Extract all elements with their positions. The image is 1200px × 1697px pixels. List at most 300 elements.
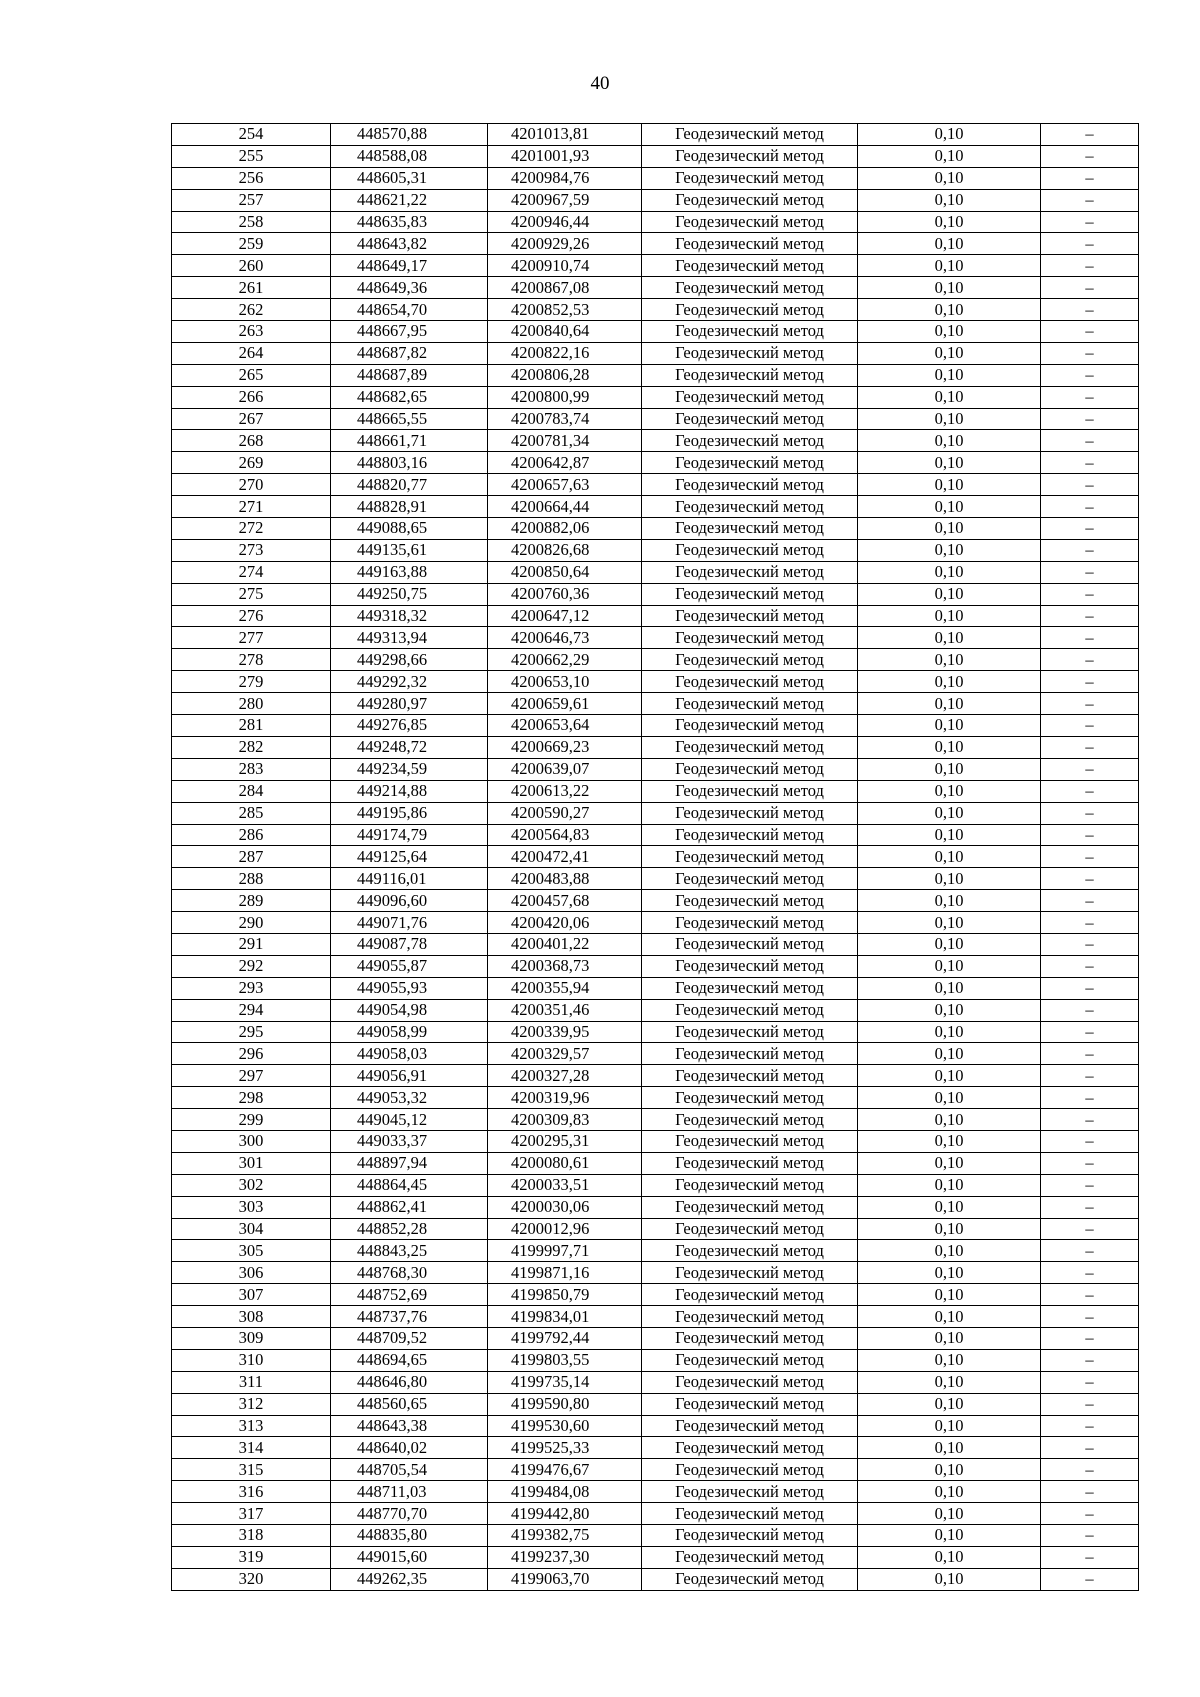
coordinate-y-cell: 4199476,67 (488, 1459, 642, 1481)
method-cell: Геодезический метод (642, 342, 858, 364)
coordinate-x-cell: 448621,22 (331, 189, 488, 211)
table-row (172, 933, 1139, 955)
point-number-cell: 282 (172, 736, 331, 758)
accuracy-cell: 0,10 (858, 1196, 1041, 1218)
accuracy-cell: 0,10 (858, 693, 1041, 715)
table-row (172, 1371, 1139, 1393)
description-cell: – (1041, 1174, 1139, 1196)
description-cell: – (1041, 124, 1139, 146)
accuracy-cell: 0,10 (858, 474, 1041, 496)
point-number-cell: 315 (172, 1459, 331, 1481)
description-cell: – (1041, 1021, 1139, 1043)
description-cell: – (1041, 1152, 1139, 1174)
point-number-cell: 281 (172, 715, 331, 737)
table-row (172, 1109, 1139, 1131)
accuracy-cell: 0,10 (858, 715, 1041, 737)
description-cell: – (1041, 802, 1139, 824)
description-cell: – (1041, 452, 1139, 474)
table-row (172, 474, 1139, 496)
point-number-cell: 316 (172, 1481, 331, 1503)
coordinate-x-cell: 448667,95 (331, 321, 488, 343)
coordinate-x-cell: 449087,78 (331, 933, 488, 955)
accuracy-cell: 0,10 (858, 145, 1041, 167)
method-cell: Геодезический метод (642, 386, 858, 408)
coordinate-y-cell: 4200967,59 (488, 189, 642, 211)
point-number-cell: 291 (172, 933, 331, 955)
point-number-cell: 264 (172, 342, 331, 364)
method-cell: Геодезический метод (642, 1152, 858, 1174)
description-cell: – (1041, 649, 1139, 671)
coordinate-x-cell: 449055,87 (331, 955, 488, 977)
method-cell: Геодезический метод (642, 299, 858, 321)
coordinate-x-cell: 448570,88 (331, 124, 488, 146)
point-number-cell: 311 (172, 1371, 331, 1393)
description-cell: – (1041, 1349, 1139, 1371)
table-row (172, 1240, 1139, 1262)
accuracy-cell: 0,10 (858, 299, 1041, 321)
description-cell: – (1041, 1525, 1139, 1547)
point-number-cell: 272 (172, 518, 331, 540)
method-cell: Геодезический метод (642, 780, 858, 802)
coordinate-y-cell: 4200852,53 (488, 299, 642, 321)
method-cell: Геодезический метод (642, 255, 858, 277)
method-cell: Геодезический метод (642, 561, 858, 583)
point-number-cell: 305 (172, 1240, 331, 1262)
description-cell: – (1041, 539, 1139, 561)
coordinate-y-cell: 4201001,93 (488, 145, 642, 167)
table-row (172, 977, 1139, 999)
accuracy-cell: 0,10 (858, 321, 1041, 343)
table-row (172, 561, 1139, 583)
method-cell: Геодезический метод (642, 124, 858, 146)
accuracy-cell: 0,10 (858, 912, 1041, 934)
table-row (172, 1459, 1139, 1481)
coordinate-x-cell: 448828,91 (331, 496, 488, 518)
coordinate-x-cell: 448649,36 (331, 277, 488, 299)
coordinate-x-cell: 449045,12 (331, 1109, 488, 1131)
table-row (172, 1218, 1139, 1240)
method-cell: Геодезический метод (642, 1284, 858, 1306)
coordinate-y-cell: 4200368,73 (488, 955, 642, 977)
description-cell: – (1041, 1087, 1139, 1109)
method-cell: Геодезический метод (642, 1568, 858, 1590)
accuracy-cell: 0,10 (858, 1393, 1041, 1415)
point-number-cell: 259 (172, 233, 331, 255)
description-cell: – (1041, 846, 1139, 868)
method-cell: Геодезический метод (642, 627, 858, 649)
description-cell: – (1041, 999, 1139, 1021)
coordinate-y-cell: 4200351,46 (488, 999, 642, 1021)
table-row (172, 1525, 1139, 1547)
description-cell: – (1041, 1306, 1139, 1328)
coordinate-x-cell: 449250,75 (331, 583, 488, 605)
coordinate-y-cell: 4200826,68 (488, 539, 642, 561)
coordinate-x-cell: 448649,17 (331, 255, 488, 277)
accuracy-cell: 0,10 (858, 211, 1041, 233)
description-cell: – (1041, 1065, 1139, 1087)
method-cell: Геодезический метод (642, 758, 858, 780)
table-row (172, 583, 1139, 605)
point-number-cell: 269 (172, 452, 331, 474)
table-row (172, 1481, 1139, 1503)
method-cell: Геодезический метод (642, 999, 858, 1021)
coordinate-x-cell: 448864,45 (331, 1174, 488, 1196)
accuracy-cell: 0,10 (858, 671, 1041, 693)
point-number-cell: 260 (172, 255, 331, 277)
coordinate-y-cell: 4200590,27 (488, 802, 642, 824)
coordinate-x-cell: 449248,72 (331, 736, 488, 758)
coordinate-y-cell: 4200647,12 (488, 605, 642, 627)
method-cell: Геодезический метод (642, 452, 858, 474)
table-row (172, 955, 1139, 977)
point-number-cell: 289 (172, 890, 331, 912)
point-number-cell: 320 (172, 1568, 331, 1590)
coordinate-y-cell: 4200033,51 (488, 1174, 642, 1196)
description-cell: – (1041, 1503, 1139, 1525)
coordinate-y-cell: 4200781,34 (488, 430, 642, 452)
point-number-cell: 293 (172, 977, 331, 999)
method-cell: Геодезический метод (642, 539, 858, 561)
point-number-cell: 297 (172, 1065, 331, 1087)
coordinate-y-cell: 4200806,28 (488, 364, 642, 386)
coordinate-y-cell: 4200012,96 (488, 1218, 642, 1240)
accuracy-cell: 0,10 (858, 1568, 1041, 1590)
accuracy-cell: 0,10 (858, 736, 1041, 758)
description-cell: – (1041, 1437, 1139, 1459)
coordinate-y-cell: 4200613,22 (488, 780, 642, 802)
coordinate-x-cell: 449174,79 (331, 824, 488, 846)
coordinate-y-cell: 4200850,64 (488, 561, 642, 583)
coordinate-x-cell: 449125,64 (331, 846, 488, 868)
coordinate-x-cell: 448694,65 (331, 1349, 488, 1371)
accuracy-cell: 0,10 (858, 1349, 1041, 1371)
method-cell: Геодезический метод (642, 408, 858, 430)
description-cell: – (1041, 1371, 1139, 1393)
table-row (172, 342, 1139, 364)
coordinate-y-cell: 4200639,07 (488, 758, 642, 780)
point-number-cell: 263 (172, 321, 331, 343)
method-cell: Геодезический метод (642, 211, 858, 233)
description-cell: – (1041, 408, 1139, 430)
table-row (172, 912, 1139, 934)
accuracy-cell: 0,10 (858, 1262, 1041, 1284)
accuracy-cell: 0,10 (858, 1459, 1041, 1481)
coordinate-y-cell: 4200472,41 (488, 846, 642, 868)
coordinate-x-cell: 449280,97 (331, 693, 488, 715)
point-number-cell: 284 (172, 780, 331, 802)
coordinate-y-cell: 4200420,06 (488, 912, 642, 934)
coordinate-y-cell: 4199442,80 (488, 1503, 642, 1525)
method-cell: Геодезический метод (642, 890, 858, 912)
method-cell: Геодезический метод (642, 802, 858, 824)
coordinate-x-cell: 449088,65 (331, 518, 488, 540)
point-number-cell: 273 (172, 539, 331, 561)
coordinate-x-cell: 448687,82 (331, 342, 488, 364)
coordinate-y-cell: 4199484,08 (488, 1481, 642, 1503)
method-cell: Геодезический метод (642, 1021, 858, 1043)
coordinate-y-cell: 4200030,06 (488, 1196, 642, 1218)
coordinate-y-cell: 4200659,61 (488, 693, 642, 715)
table-row (172, 1196, 1139, 1218)
table-row (172, 824, 1139, 846)
table-row (172, 277, 1139, 299)
table-row (172, 452, 1139, 474)
coordinate-x-cell: 448770,70 (331, 1503, 488, 1525)
point-number-cell: 290 (172, 912, 331, 934)
description-cell: – (1041, 518, 1139, 540)
method-cell: Геодезический метод (642, 518, 858, 540)
description-cell: – (1041, 1262, 1139, 1284)
method-cell: Геодезический метод (642, 846, 858, 868)
coordinate-y-cell: 4200646,73 (488, 627, 642, 649)
method-cell: Геодезический метод (642, 912, 858, 934)
point-number-cell: 270 (172, 474, 331, 496)
method-cell: Геодезический метод (642, 1481, 858, 1503)
accuracy-cell: 0,10 (858, 1284, 1041, 1306)
accuracy-cell: 0,10 (858, 649, 1041, 671)
table-row (172, 124, 1139, 146)
coordinate-y-cell: 4199850,79 (488, 1284, 642, 1306)
description-cell: – (1041, 342, 1139, 364)
method-cell: Геодезический метод (642, 1043, 858, 1065)
description-cell: – (1041, 474, 1139, 496)
accuracy-cell: 0,10 (858, 846, 1041, 868)
coordinate-y-cell: 4200483,88 (488, 868, 642, 890)
coordinate-x-cell: 448711,03 (331, 1481, 488, 1503)
table-row (172, 1546, 1139, 1568)
coordinate-y-cell: 4200295,31 (488, 1130, 642, 1152)
table-row (172, 671, 1139, 693)
coordinate-y-cell: 4200657,63 (488, 474, 642, 496)
accuracy-cell: 0,10 (858, 933, 1041, 955)
description-cell: – (1041, 1546, 1139, 1568)
point-number-cell: 257 (172, 189, 331, 211)
coordinate-y-cell: 4200457,68 (488, 890, 642, 912)
coordinate-y-cell: 4200669,23 (488, 736, 642, 758)
point-number-cell: 265 (172, 364, 331, 386)
accuracy-cell: 0,10 (858, 430, 1041, 452)
method-cell: Геодезический метод (642, 1306, 858, 1328)
accuracy-cell: 0,10 (858, 1503, 1041, 1525)
point-number-cell: 298 (172, 1087, 331, 1109)
coordinate-y-cell: 4199997,71 (488, 1240, 642, 1262)
point-number-cell: 301 (172, 1152, 331, 1174)
method-cell: Геодезический метод (642, 1546, 858, 1568)
method-cell: Геодезический метод (642, 1415, 858, 1437)
coordinate-x-cell: 449096,60 (331, 890, 488, 912)
point-number-cell: 278 (172, 649, 331, 671)
accuracy-cell: 0,10 (858, 583, 1041, 605)
point-number-cell: 283 (172, 758, 331, 780)
table-row (172, 145, 1139, 167)
table-row (172, 890, 1139, 912)
coordinate-x-cell: 449276,85 (331, 715, 488, 737)
description-cell: – (1041, 321, 1139, 343)
table-row (172, 1284, 1139, 1306)
coordinate-x-cell: 449015,60 (331, 1546, 488, 1568)
coordinate-x-cell: 448737,76 (331, 1306, 488, 1328)
method-cell: Геодезический метод (642, 736, 858, 758)
table-row (172, 233, 1139, 255)
method-cell: Геодезический метод (642, 977, 858, 999)
point-number-cell: 318 (172, 1525, 331, 1547)
accuracy-cell: 0,10 (858, 167, 1041, 189)
description-cell: – (1041, 430, 1139, 452)
coordinate-x-cell: 449054,98 (331, 999, 488, 1021)
description-cell: – (1041, 1481, 1139, 1503)
coordinate-y-cell: 4199735,14 (488, 1371, 642, 1393)
coordinate-x-cell: 449214,88 (331, 780, 488, 802)
method-cell: Геодезический метод (642, 233, 858, 255)
method-cell: Геодезический метод (642, 955, 858, 977)
coordinate-y-cell: 4200653,10 (488, 671, 642, 693)
description-cell: – (1041, 977, 1139, 999)
coordinate-x-cell: 449033,37 (331, 1130, 488, 1152)
coordinate-y-cell: 4200984,76 (488, 167, 642, 189)
method-cell: Геодезический метод (642, 1437, 858, 1459)
table-row (172, 1327, 1139, 1349)
description-cell: – (1041, 189, 1139, 211)
table-row (172, 1415, 1139, 1437)
coordinate-x-cell: 449055,93 (331, 977, 488, 999)
coordinate-y-cell: 4201013,81 (488, 124, 642, 146)
accuracy-cell: 0,10 (858, 1043, 1041, 1065)
accuracy-cell: 0,10 (858, 1546, 1041, 1568)
coordinate-x-cell: 448605,31 (331, 167, 488, 189)
description-cell: – (1041, 233, 1139, 255)
method-cell: Геодезический метод (642, 430, 858, 452)
coordinate-y-cell: 4200882,06 (488, 518, 642, 540)
method-cell: Геодезический метод (642, 715, 858, 737)
method-cell: Геодезический метод (642, 1393, 858, 1415)
method-cell: Геодезический метод (642, 167, 858, 189)
coordinate-y-cell: 4199871,16 (488, 1262, 642, 1284)
coordinate-x-cell: 449313,94 (331, 627, 488, 649)
accuracy-cell: 0,10 (858, 561, 1041, 583)
accuracy-cell: 0,10 (858, 1371, 1041, 1393)
point-number-cell: 307 (172, 1284, 331, 1306)
description-cell: – (1041, 890, 1139, 912)
point-number-cell: 302 (172, 1174, 331, 1196)
coordinate-y-cell: 4200946,44 (488, 211, 642, 233)
coordinate-x-cell: 448588,08 (331, 145, 488, 167)
accuracy-cell: 0,10 (858, 758, 1041, 780)
accuracy-cell: 0,10 (858, 1218, 1041, 1240)
description-cell: – (1041, 299, 1139, 321)
method-cell: Геодезический метод (642, 1262, 858, 1284)
point-number-cell: 277 (172, 627, 331, 649)
description-cell: – (1041, 386, 1139, 408)
table-row (172, 868, 1139, 890)
method-cell: Геодезический метод (642, 1218, 858, 1240)
description-cell: – (1041, 736, 1139, 758)
coordinate-y-cell: 4199590,80 (488, 1393, 642, 1415)
coordinates-table (171, 123, 1139, 1591)
method-cell: Геодезический метод (642, 1503, 858, 1525)
coordinate-x-cell: 449058,99 (331, 1021, 488, 1043)
method-cell: Геодезический метод (642, 671, 858, 693)
accuracy-cell: 0,10 (858, 1525, 1041, 1547)
method-cell: Геодезический метод (642, 1065, 858, 1087)
table-row (172, 1065, 1139, 1087)
coordinate-x-cell: 448635,83 (331, 211, 488, 233)
coordinate-y-cell: 4200080,61 (488, 1152, 642, 1174)
coordinate-x-cell: 449195,86 (331, 802, 488, 824)
point-number-cell: 299 (172, 1109, 331, 1131)
point-number-cell: 254 (172, 124, 331, 146)
accuracy-cell: 0,10 (858, 277, 1041, 299)
method-cell: Геодезический метод (642, 1109, 858, 1131)
point-number-cell: 317 (172, 1503, 331, 1525)
coordinate-x-cell: 448643,38 (331, 1415, 488, 1437)
coordinate-y-cell: 4200653,64 (488, 715, 642, 737)
coordinate-x-cell: 448705,54 (331, 1459, 488, 1481)
coordinate-y-cell: 4200319,96 (488, 1087, 642, 1109)
method-cell: Геодезический метод (642, 1174, 858, 1196)
method-cell: Геодезический метод (642, 321, 858, 343)
method-cell: Геодезический метод (642, 1459, 858, 1481)
coordinate-x-cell: 449298,66 (331, 649, 488, 671)
coordinate-x-cell: 449234,59 (331, 758, 488, 780)
table-row (172, 1152, 1139, 1174)
coordinate-y-cell: 4200564,83 (488, 824, 642, 846)
table-row (172, 518, 1139, 540)
accuracy-cell: 0,10 (858, 890, 1041, 912)
coordinate-y-cell: 4200401,22 (488, 933, 642, 955)
accuracy-cell: 0,10 (858, 1109, 1041, 1131)
table-row (172, 299, 1139, 321)
point-number-cell: 258 (172, 211, 331, 233)
point-number-cell: 262 (172, 299, 331, 321)
table-row (172, 189, 1139, 211)
coordinate-y-cell: 4199525,33 (488, 1437, 642, 1459)
accuracy-cell: 0,10 (858, 408, 1041, 430)
method-cell: Геодезический метод (642, 824, 858, 846)
description-cell: – (1041, 1284, 1139, 1306)
coordinate-y-cell: 4200309,83 (488, 1109, 642, 1131)
accuracy-cell: 0,10 (858, 518, 1041, 540)
method-cell: Геодезический метод (642, 474, 858, 496)
coordinate-y-cell: 4200929,26 (488, 233, 642, 255)
method-cell: Геодезический метод (642, 605, 858, 627)
method-cell: Геодезический метод (642, 1130, 858, 1152)
coordinate-x-cell: 448852,28 (331, 1218, 488, 1240)
accuracy-cell: 0,10 (858, 1174, 1041, 1196)
point-number-cell: 319 (172, 1546, 331, 1568)
point-number-cell: 313 (172, 1415, 331, 1437)
table-row (172, 1174, 1139, 1196)
table-row (172, 736, 1139, 758)
method-cell: Геодезический метод (642, 189, 858, 211)
description-cell: – (1041, 868, 1139, 890)
accuracy-cell: 0,10 (858, 233, 1041, 255)
method-cell: Геодезический метод (642, 693, 858, 715)
accuracy-cell: 0,10 (858, 605, 1041, 627)
point-number-cell: 294 (172, 999, 331, 1021)
accuracy-cell: 0,10 (858, 1240, 1041, 1262)
coordinate-y-cell: 4200662,29 (488, 649, 642, 671)
coordinate-y-cell: 4199382,75 (488, 1525, 642, 1547)
table-row (172, 1349, 1139, 1371)
description-cell: – (1041, 167, 1139, 189)
coordinate-y-cell: 4199803,55 (488, 1349, 642, 1371)
description-cell: – (1041, 1568, 1139, 1590)
accuracy-cell: 0,10 (858, 124, 1041, 146)
coordinates-table-body (172, 124, 1139, 1591)
point-number-cell: 279 (172, 671, 331, 693)
method-cell: Геодезический метод (642, 1327, 858, 1349)
accuracy-cell: 0,10 (858, 452, 1041, 474)
